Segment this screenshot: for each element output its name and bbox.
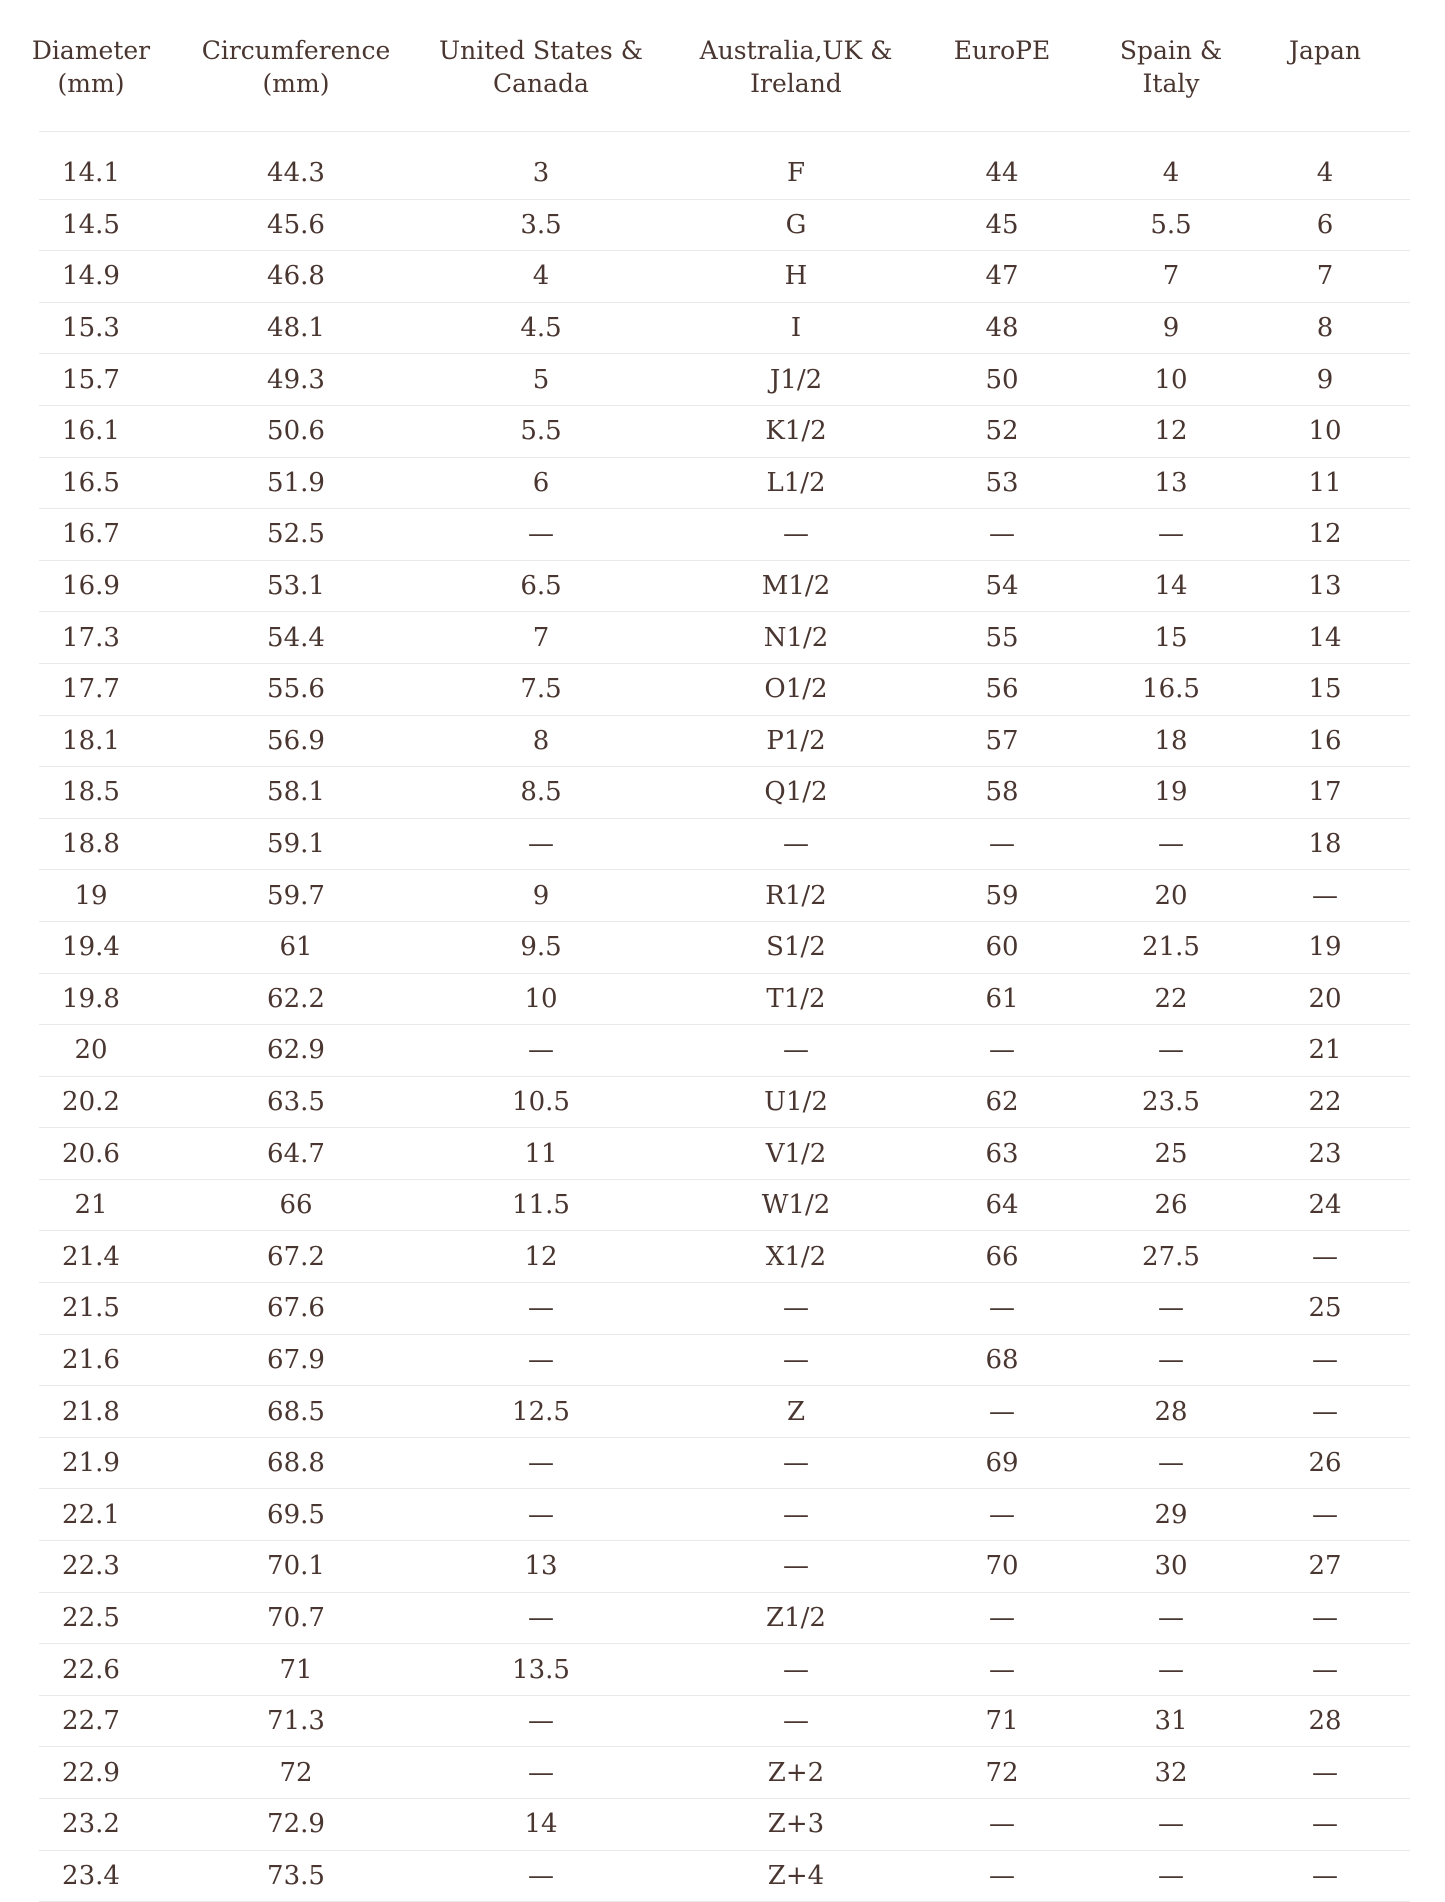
cell-spain-italy: — bbox=[1158, 829, 1184, 860]
table-row bbox=[39, 354, 1410, 406]
cell-spain-italy: 5.5 bbox=[1150, 209, 1192, 240]
cell-us-canada: 8.5 bbox=[520, 777, 562, 808]
cell-diameter: 21.6 bbox=[62, 1344, 120, 1375]
cell-us-canada: — bbox=[528, 1860, 554, 1891]
cell-diameter: 17.7 bbox=[62, 674, 120, 705]
cell-australia-uk-ireland: V1/2 bbox=[765, 1138, 827, 1169]
cell-circumference: 49.3 bbox=[267, 364, 325, 395]
table-row bbox=[39, 1438, 1410, 1490]
cell-spain-italy: — bbox=[1158, 1035, 1184, 1066]
header-australia-uk-ireland bbox=[700, 34, 893, 100]
cell-diameter: 18.1 bbox=[62, 725, 120, 756]
cell-japan: 26 bbox=[1308, 1448, 1342, 1479]
cell-spain-italy: 32 bbox=[1154, 1757, 1188, 1788]
table-row bbox=[39, 612, 1410, 664]
cell-europe: — bbox=[989, 1035, 1015, 1066]
cell-europe: — bbox=[989, 1396, 1015, 1427]
cell-circumference: 59.7 bbox=[267, 880, 325, 911]
table-row bbox=[39, 1386, 1410, 1438]
cell-japan: 4 bbox=[1316, 158, 1334, 189]
cell-spain-italy: — bbox=[1158, 1344, 1184, 1375]
cell-europe: — bbox=[989, 519, 1015, 550]
table-row bbox=[39, 1077, 1410, 1129]
table-row bbox=[39, 406, 1410, 458]
cell-circumference: 44.3 bbox=[267, 158, 325, 189]
cell-europe: 58 bbox=[985, 777, 1019, 808]
table-row bbox=[39, 148, 1410, 200]
table-row bbox=[39, 303, 1410, 355]
cell-diameter: 21.4 bbox=[62, 1241, 120, 1272]
cell-europe: 50 bbox=[985, 364, 1019, 395]
cell-europe: 55 bbox=[985, 622, 1019, 653]
cell-australia-uk-ireland: — bbox=[783, 1654, 809, 1685]
cell-japan: 24 bbox=[1308, 1190, 1342, 1221]
table-row bbox=[39, 1128, 1410, 1180]
cell-japan: 13 bbox=[1308, 571, 1342, 602]
cell-spain-italy: 23.5 bbox=[1142, 1086, 1200, 1117]
cell-spain-italy: 21.5 bbox=[1142, 932, 1200, 963]
cell-japan: — bbox=[1312, 1602, 1338, 1633]
table-body bbox=[39, 148, 1410, 1902]
cell-us-canada: 11 bbox=[524, 1138, 558, 1169]
cell-us-canada: 14 bbox=[524, 1809, 558, 1840]
cell-australia-uk-ireland: — bbox=[783, 519, 809, 550]
cell-europe: — bbox=[989, 1809, 1015, 1840]
cell-australia-uk-ireland: O1/2 bbox=[764, 674, 828, 705]
header-label: Diameter (mm) bbox=[31, 36, 151, 98]
cell-us-canada: 12 bbox=[524, 1241, 558, 1272]
cell-australia-uk-ireland: — bbox=[783, 1448, 809, 1479]
cell-japan: — bbox=[1312, 1654, 1338, 1685]
cell-diameter: 21.9 bbox=[62, 1448, 120, 1479]
cell-spain-italy: 7 bbox=[1162, 261, 1180, 292]
cell-circumference: 61 bbox=[279, 932, 313, 963]
cell-diameter: 20.2 bbox=[62, 1086, 120, 1117]
cell-us-canada: 3 bbox=[532, 158, 550, 189]
cell-spain-italy: 15 bbox=[1154, 622, 1188, 653]
cell-circumference: 52.5 bbox=[267, 519, 325, 550]
table-row bbox=[39, 509, 1410, 561]
cell-diameter: 21.5 bbox=[62, 1293, 120, 1324]
cell-circumference: 51.9 bbox=[267, 467, 325, 498]
cell-japan: — bbox=[1312, 1241, 1338, 1272]
header-spain-italy bbox=[1120, 34, 1222, 100]
table-row bbox=[39, 1489, 1410, 1541]
cell-japan: — bbox=[1312, 1396, 1338, 1427]
table-row bbox=[39, 664, 1410, 716]
cell-japan: 25 bbox=[1308, 1293, 1342, 1324]
cell-diameter: 16.9 bbox=[62, 571, 120, 602]
cell-europe: 47 bbox=[985, 261, 1019, 292]
cell-diameter: 14.1 bbox=[62, 158, 120, 189]
header-diameter bbox=[32, 34, 150, 100]
cell-spain-italy: 4 bbox=[1162, 158, 1180, 189]
cell-australia-uk-ireland: H bbox=[784, 261, 808, 292]
cell-japan: 20 bbox=[1308, 983, 1342, 1014]
cell-circumference: 67.6 bbox=[267, 1293, 325, 1324]
cell-australia-uk-ireland: F bbox=[786, 158, 806, 189]
cell-us-canada: — bbox=[528, 1344, 554, 1375]
cell-spain-italy: 22 bbox=[1154, 983, 1188, 1014]
cell-spain-italy: 28 bbox=[1154, 1396, 1188, 1427]
cell-circumference: 62.9 bbox=[267, 1035, 325, 1066]
cell-europe: — bbox=[989, 1860, 1015, 1891]
table-row bbox=[39, 200, 1410, 252]
cell-spain-italy: 27.5 bbox=[1142, 1241, 1200, 1272]
table-header bbox=[31, 0, 1410, 132]
cell-europe: 57 bbox=[985, 725, 1019, 756]
cell-diameter: 15.3 bbox=[62, 313, 120, 344]
cell-australia-uk-ireland: R1/2 bbox=[765, 880, 827, 911]
cell-us-canada: 4 bbox=[532, 261, 550, 292]
cell-australia-uk-ireland: U1/2 bbox=[764, 1086, 828, 1117]
cell-us-canada: 6 bbox=[532, 467, 550, 498]
cell-japan: — bbox=[1312, 1499, 1338, 1530]
cell-australia-uk-ireland: — bbox=[783, 1293, 809, 1324]
cell-japan: — bbox=[1312, 1860, 1338, 1891]
cell-spain-italy: — bbox=[1158, 519, 1184, 550]
cell-us-canada: — bbox=[528, 1499, 554, 1530]
cell-spain-italy: — bbox=[1158, 1448, 1184, 1479]
cell-spain-italy: — bbox=[1158, 1654, 1184, 1685]
cell-europe: 61 bbox=[985, 983, 1019, 1014]
cell-japan: — bbox=[1312, 1757, 1338, 1788]
cell-circumference: 45.6 bbox=[267, 209, 325, 240]
table-row bbox=[39, 922, 1410, 974]
cell-circumference: 72 bbox=[279, 1757, 313, 1788]
cell-australia-uk-ireland: I bbox=[790, 313, 802, 344]
cell-japan: 21 bbox=[1308, 1035, 1342, 1066]
header-japan bbox=[1289, 34, 1361, 67]
table-row bbox=[39, 561, 1410, 613]
cell-australia-uk-ireland: — bbox=[783, 1551, 809, 1582]
header-label: Australia,UK & Ireland bbox=[699, 36, 893, 98]
cell-australia-uk-ireland: Z bbox=[786, 1396, 806, 1427]
cell-japan: — bbox=[1312, 1809, 1338, 1840]
cell-japan: 18 bbox=[1308, 829, 1342, 860]
cell-circumference: 50.6 bbox=[267, 416, 325, 447]
cell-us-canada: 4.5 bbox=[520, 313, 562, 344]
header-label: United States & Canada bbox=[439, 36, 643, 98]
table-row bbox=[39, 1283, 1410, 1335]
cell-circumference: 48.1 bbox=[267, 313, 325, 344]
cell-japan: 23 bbox=[1308, 1138, 1342, 1169]
cell-us-canada: 5.5 bbox=[520, 416, 562, 447]
cell-australia-uk-ireland: Z+2 bbox=[767, 1757, 825, 1788]
cell-europe: — bbox=[989, 1602, 1015, 1633]
cell-australia-uk-ireland: — bbox=[783, 1706, 809, 1737]
cell-australia-uk-ireland: P1/2 bbox=[766, 725, 826, 756]
cell-europe: 70 bbox=[985, 1551, 1019, 1582]
cell-us-canada: — bbox=[528, 1035, 554, 1066]
cell-europe: 56 bbox=[985, 674, 1019, 705]
cell-australia-uk-ireland: Z+4 bbox=[767, 1860, 825, 1891]
cell-circumference: 70.7 bbox=[267, 1602, 325, 1633]
cell-australia-uk-ireland: — bbox=[783, 829, 809, 860]
table-row bbox=[39, 458, 1410, 510]
cell-circumference: 67.9 bbox=[267, 1344, 325, 1375]
header-label: Spain & Italy bbox=[1119, 36, 1223, 98]
cell-australia-uk-ireland: Q1/2 bbox=[764, 777, 828, 808]
cell-australia-uk-ireland: G bbox=[785, 209, 807, 240]
cell-japan: 8 bbox=[1316, 313, 1334, 344]
cell-australia-uk-ireland: K1/2 bbox=[765, 416, 827, 447]
cell-circumference: 67.2 bbox=[267, 1241, 325, 1272]
cell-japan: 17 bbox=[1308, 777, 1342, 808]
cell-australia-uk-ireland: M1/2 bbox=[761, 571, 831, 602]
cell-spain-italy: — bbox=[1158, 1293, 1184, 1324]
cell-spain-italy: 19 bbox=[1154, 777, 1188, 808]
cell-circumference: 59.1 bbox=[267, 829, 325, 860]
cell-diameter: 19.4 bbox=[62, 932, 120, 963]
cell-spain-italy: 20 bbox=[1154, 880, 1188, 911]
cell-australia-uk-ireland: W1/2 bbox=[761, 1190, 831, 1221]
header-us-canada bbox=[439, 34, 643, 100]
table-row bbox=[39, 767, 1410, 819]
table-row bbox=[39, 1180, 1410, 1232]
cell-circumference: 68.8 bbox=[267, 1448, 325, 1479]
cell-spain-italy: 14 bbox=[1154, 571, 1188, 602]
cell-us-canada: 3.5 bbox=[520, 209, 562, 240]
cell-us-canada: 13 bbox=[524, 1551, 558, 1582]
cell-diameter: 22.6 bbox=[62, 1654, 120, 1685]
cell-japan: 7 bbox=[1316, 261, 1334, 292]
cell-japan: 14 bbox=[1308, 622, 1342, 653]
ring-size-table bbox=[31, 0, 1410, 1902]
cell-japan: 9 bbox=[1316, 364, 1334, 395]
cell-us-canada: 5 bbox=[532, 364, 550, 395]
cell-spain-italy: 26 bbox=[1154, 1190, 1188, 1221]
cell-circumference: 66 bbox=[279, 1190, 313, 1221]
cell-europe: 45 bbox=[985, 209, 1019, 240]
cell-japan: — bbox=[1312, 880, 1338, 911]
table-row bbox=[39, 1644, 1410, 1696]
cell-circumference: 71.3 bbox=[267, 1706, 325, 1737]
cell-us-canada: 10 bbox=[524, 983, 558, 1014]
cell-diameter: 22.9 bbox=[62, 1757, 120, 1788]
cell-us-canada: — bbox=[528, 1293, 554, 1324]
cell-us-canada: — bbox=[528, 829, 554, 860]
cell-us-canada: — bbox=[528, 519, 554, 550]
cell-circumference: 73.5 bbox=[267, 1860, 325, 1891]
table-row bbox=[39, 870, 1410, 922]
table-row bbox=[39, 1799, 1410, 1851]
cell-spain-italy: 29 bbox=[1154, 1499, 1188, 1530]
cell-japan: 22 bbox=[1308, 1086, 1342, 1117]
cell-diameter: 19.8 bbox=[62, 983, 120, 1014]
cell-diameter: 21 bbox=[74, 1190, 108, 1221]
cell-diameter: 19 bbox=[74, 880, 108, 911]
cell-spain-italy: — bbox=[1158, 1860, 1184, 1891]
cell-japan: 12 bbox=[1308, 519, 1342, 550]
cell-europe: — bbox=[989, 1654, 1015, 1685]
table-row bbox=[39, 1231, 1410, 1283]
cell-us-canada: 9 bbox=[532, 880, 550, 911]
cell-circumference: 68.5 bbox=[267, 1396, 325, 1427]
cell-us-canada: 13.5 bbox=[512, 1654, 570, 1685]
cell-europe: 66 bbox=[985, 1241, 1019, 1272]
cell-spain-italy: 12 bbox=[1154, 416, 1188, 447]
cell-europe: 44 bbox=[985, 158, 1019, 189]
cell-australia-uk-ireland: S1/2 bbox=[766, 932, 826, 963]
cell-us-canada: 7 bbox=[532, 622, 550, 653]
cell-diameter: 15.7 bbox=[62, 364, 120, 395]
cell-diameter: 22.5 bbox=[62, 1602, 120, 1633]
cell-australia-uk-ireland: Z1/2 bbox=[766, 1602, 826, 1633]
table-row bbox=[39, 1851, 1410, 1902]
cell-spain-italy: 25 bbox=[1154, 1138, 1188, 1169]
table-row bbox=[39, 1541, 1410, 1593]
cell-spain-italy: 13 bbox=[1154, 467, 1188, 498]
header-label: Circumference (mm) bbox=[201, 36, 391, 98]
cell-spain-italy: 31 bbox=[1154, 1706, 1188, 1737]
cell-circumference: 64.7 bbox=[267, 1138, 325, 1169]
cell-us-canada: 11.5 bbox=[512, 1190, 570, 1221]
cell-us-canada: 9.5 bbox=[520, 932, 562, 963]
cell-circumference: 56.9 bbox=[267, 725, 325, 756]
cell-europe: 60 bbox=[985, 932, 1019, 963]
cell-diameter: 14.9 bbox=[62, 261, 120, 292]
cell-diameter: 16.5 bbox=[62, 467, 120, 498]
cell-australia-uk-ireland: — bbox=[783, 1499, 809, 1530]
cell-japan: 6 bbox=[1316, 209, 1334, 240]
cell-japan: 10 bbox=[1308, 416, 1342, 447]
table-row bbox=[39, 1335, 1410, 1387]
cell-diameter: 22.1 bbox=[62, 1499, 120, 1530]
cell-circumference: 62.2 bbox=[267, 983, 325, 1014]
cell-circumference: 63.5 bbox=[267, 1086, 325, 1117]
header-circumference bbox=[202, 34, 391, 100]
cell-spain-italy: — bbox=[1158, 1602, 1184, 1633]
cell-europe: 53 bbox=[985, 467, 1019, 498]
cell-australia-uk-ireland: Z+3 bbox=[767, 1809, 825, 1840]
cell-australia-uk-ireland: X1/2 bbox=[765, 1241, 827, 1272]
cell-europe: — bbox=[989, 829, 1015, 860]
table-row bbox=[39, 1747, 1410, 1799]
cell-europe: 59 bbox=[985, 880, 1019, 911]
cell-japan: — bbox=[1312, 1344, 1338, 1375]
cell-spain-italy: 18 bbox=[1154, 725, 1188, 756]
cell-spain-italy: 16.5 bbox=[1142, 674, 1200, 705]
cell-australia-uk-ireland: J1/2 bbox=[769, 364, 823, 395]
cell-europe: 62 bbox=[985, 1086, 1019, 1117]
cell-europe: — bbox=[989, 1293, 1015, 1324]
cell-australia-uk-ireland: T1/2 bbox=[766, 983, 826, 1014]
cell-australia-uk-ireland: — bbox=[783, 1035, 809, 1066]
table-row bbox=[39, 819, 1410, 871]
cell-diameter: 22.7 bbox=[62, 1706, 120, 1737]
table-row bbox=[39, 716, 1410, 768]
cell-circumference: 46.8 bbox=[267, 261, 325, 292]
cell-circumference: 69.5 bbox=[267, 1499, 325, 1530]
header-label: EuroPE bbox=[953, 36, 1051, 65]
cell-australia-uk-ireland: N1/2 bbox=[763, 622, 829, 653]
cell-diameter: 16.7 bbox=[62, 519, 120, 550]
cell-europe: 52 bbox=[985, 416, 1019, 447]
cell-japan: 11 bbox=[1308, 467, 1342, 498]
cell-europe: 68 bbox=[985, 1344, 1019, 1375]
cell-diameter: 23.2 bbox=[62, 1809, 120, 1840]
cell-diameter: 16.1 bbox=[62, 416, 120, 447]
cell-spain-italy: 30 bbox=[1154, 1551, 1188, 1582]
cell-diameter: 17.3 bbox=[62, 622, 120, 653]
cell-diameter: 18.5 bbox=[62, 777, 120, 808]
cell-europe: 54 bbox=[985, 571, 1019, 602]
table-row bbox=[39, 1025, 1410, 1077]
cell-spain-italy: — bbox=[1158, 1809, 1184, 1840]
table-row bbox=[39, 251, 1410, 303]
cell-japan: 27 bbox=[1308, 1551, 1342, 1582]
cell-us-canada: 8 bbox=[532, 725, 550, 756]
cell-us-canada: 12.5 bbox=[512, 1396, 570, 1427]
cell-diameter: 20.6 bbox=[62, 1138, 120, 1169]
table-row bbox=[39, 1696, 1410, 1748]
cell-circumference: 55.6 bbox=[267, 674, 325, 705]
header-europe bbox=[954, 34, 1050, 67]
cell-europe: 69 bbox=[985, 1448, 1019, 1479]
cell-diameter: 22.3 bbox=[62, 1551, 120, 1582]
cell-europe: 63 bbox=[985, 1138, 1019, 1169]
header-label: Japan bbox=[1289, 36, 1361, 65]
cell-diameter: 18.8 bbox=[62, 829, 120, 860]
cell-spain-italy: 10 bbox=[1154, 364, 1188, 395]
table-row bbox=[39, 1593, 1410, 1645]
cell-diameter: 20 bbox=[74, 1035, 108, 1066]
cell-europe: 64 bbox=[985, 1190, 1019, 1221]
cell-us-canada: — bbox=[528, 1602, 554, 1633]
cell-japan: 16 bbox=[1308, 725, 1342, 756]
cell-australia-uk-ireland: L1/2 bbox=[766, 467, 826, 498]
cell-us-canada: 7.5 bbox=[520, 674, 562, 705]
cell-europe: — bbox=[989, 1499, 1015, 1530]
cell-circumference: 58.1 bbox=[267, 777, 325, 808]
cell-diameter: 14.5 bbox=[62, 209, 120, 240]
cell-us-canada: — bbox=[528, 1448, 554, 1479]
cell-japan: 28 bbox=[1308, 1706, 1342, 1737]
cell-europe: 48 bbox=[985, 313, 1019, 344]
cell-us-canada: 10.5 bbox=[512, 1086, 570, 1117]
cell-japan: 15 bbox=[1308, 674, 1342, 705]
cell-spain-italy: 9 bbox=[1162, 313, 1180, 344]
cell-circumference: 53.1 bbox=[267, 571, 325, 602]
cell-circumference: 54.4 bbox=[267, 622, 325, 653]
cell-diameter: 23.4 bbox=[62, 1860, 120, 1891]
cell-australia-uk-ireland: — bbox=[783, 1344, 809, 1375]
cell-europe: 72 bbox=[985, 1757, 1019, 1788]
cell-circumference: 72.9 bbox=[267, 1809, 325, 1840]
cell-circumference: 71 bbox=[279, 1654, 313, 1685]
cell-europe: 71 bbox=[985, 1706, 1019, 1737]
cell-circumference: 70.1 bbox=[267, 1551, 325, 1582]
table-row bbox=[39, 974, 1410, 1026]
cell-us-canada: — bbox=[528, 1757, 554, 1788]
cell-japan: 19 bbox=[1308, 932, 1342, 963]
cell-us-canada: — bbox=[528, 1706, 554, 1737]
cell-us-canada: 6.5 bbox=[520, 571, 562, 602]
cell-diameter: 21.8 bbox=[62, 1396, 120, 1427]
